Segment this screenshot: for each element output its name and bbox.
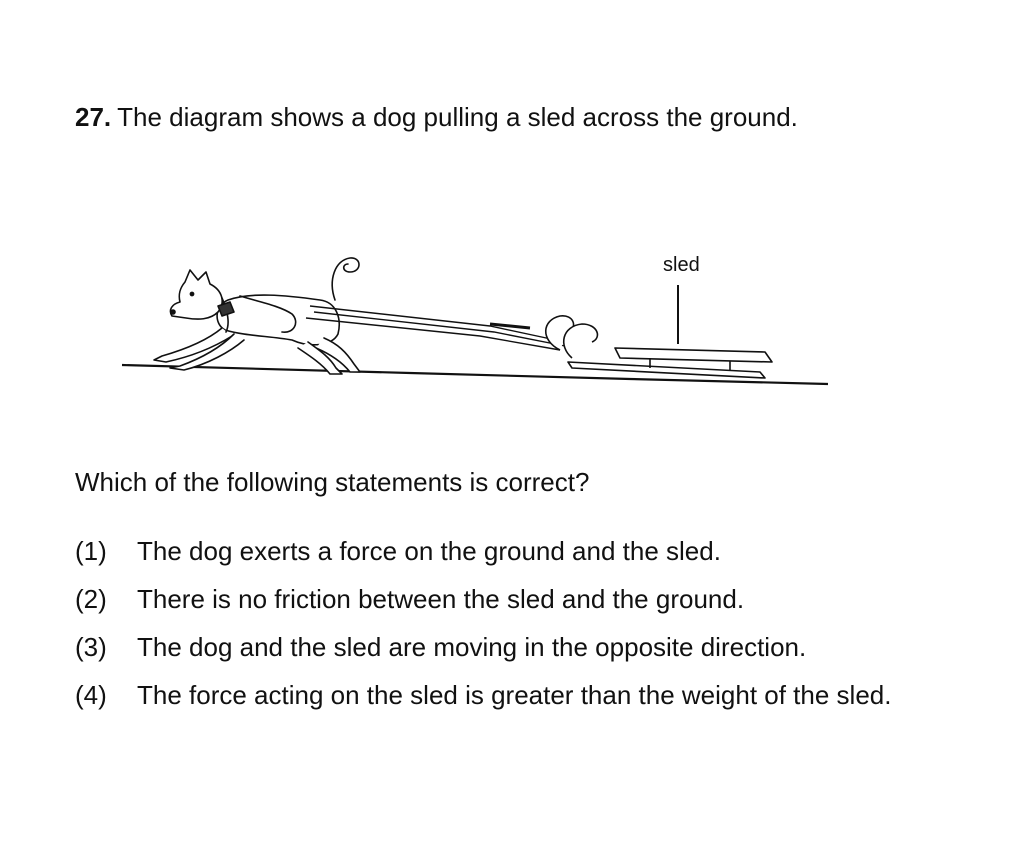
option-number: (3) — [75, 632, 107, 662]
sled-label: sled — [663, 254, 700, 276]
option-text: The dog exerts a force on the ground and the sled. — [137, 536, 721, 566]
diagram-svg — [110, 240, 840, 400]
sled-runner-front-2 — [564, 324, 598, 358]
option-text: The force acting on the sled is greater than the weight of the sled. — [137, 680, 892, 710]
sled-illustration — [546, 316, 772, 378]
harness-traces — [306, 306, 565, 350]
dog-eye — [190, 292, 193, 295]
question-text: The diagram shows a dog pulling a sled across the ground. — [117, 102, 798, 132]
dog-sled-diagram — [110, 240, 840, 400]
sled-runner — [568, 362, 765, 378]
question-number: 27. — [75, 102, 112, 132]
answer-option-4[interactable] — [75, 677, 891, 725]
sled-bed — [615, 348, 772, 362]
dog-illustration — [154, 258, 360, 374]
dog-head — [170, 270, 222, 319]
answer-option-3[interactable] — [75, 629, 891, 677]
answer-option-2[interactable] — [75, 581, 891, 629]
option-number: (2) — [75, 584, 107, 614]
option-number: (1) — [75, 536, 107, 566]
dog-nose — [171, 310, 175, 314]
option-text: There is no friction between the sled and the ground. — [137, 584, 745, 614]
option-text: The dog and the sled are moving in the opposite direction. — [137, 632, 807, 662]
option-number: (4) — [75, 680, 107, 710]
dog-tail — [332, 258, 359, 300]
answer-option-1[interactable] — [75, 533, 891, 581]
question-prompt: Which of the following statements is correct? — [75, 467, 590, 497]
question-header — [75, 100, 798, 134]
answer-options — [75, 533, 891, 725]
